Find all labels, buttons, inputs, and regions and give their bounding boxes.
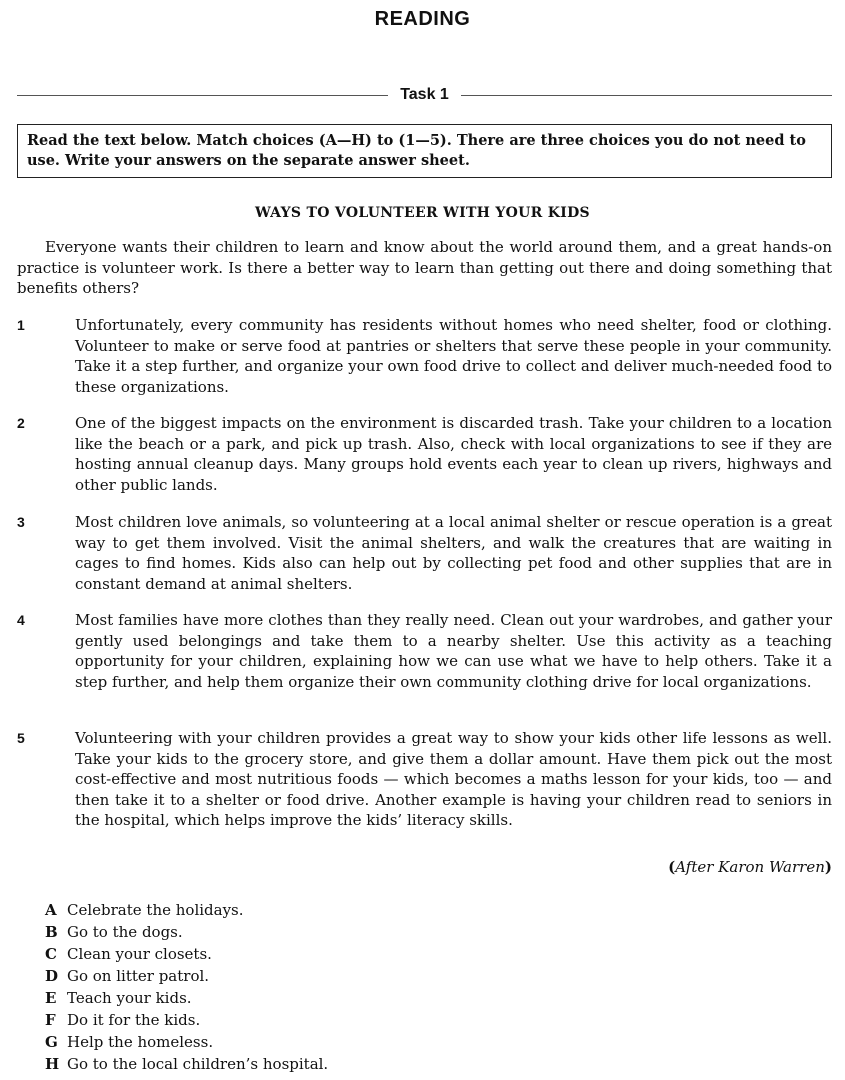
section-heading: READING [374, 8, 471, 30]
task-header [17, 85, 832, 105]
paragraph-number: 1 [17, 317, 25, 333]
source-open-paren: ( [668, 858, 676, 876]
choice-text: Go to the dogs. [67, 923, 183, 941]
choice-letter: F [45, 1011, 56, 1029]
choice-text: Celebrate the holidays. [67, 901, 244, 919]
choice-e [45, 987, 328, 1009]
paragraph-4 [17, 610, 832, 692]
paragraph-text: One of the biggest impacts on the environment is discarded trash. Take your children to a location like the beach or a park, and pick up trash. Also, check with local organizations to see if they are hosting annual cleanup days. Many groups hold events each year to clean up rivers, highways and other public lands. [75, 414, 832, 494]
paragraph-text: Volunteering with your children provides a great way to show your kids other life lessons as well. Take your kids to the grocery store, and give them a dollar amount. Have them pick out the most cost-effective and most nutritious foods — which becomes a maths lesson for your kids, too — and then take it to a shelter or food drive. Another example is having your children read to seniors in the hospital, which helps improve the kids’ literacy skills. [75, 729, 832, 829]
choice-b [45, 921, 328, 943]
paragraph-3 [17, 512, 832, 594]
choice-text: Do it for the kids. [67, 1011, 201, 1029]
paragraph-number: 5 [17, 730, 25, 746]
choice-letter: D [45, 967, 59, 985]
choice-f [45, 1009, 328, 1031]
choice-letter: H [45, 1055, 60, 1073]
left-divider [17, 95, 388, 96]
paragraph-5 [17, 728, 832, 831]
choice-h [45, 1053, 328, 1075]
choice-text: Go on litter patrol. [67, 967, 210, 985]
choice-letter: E [45, 989, 57, 1007]
choice-d [45, 965, 328, 987]
source-author: After Karon Warren [675, 858, 825, 876]
paragraph-1 [17, 315, 832, 397]
choice-letter: C [45, 945, 57, 963]
choice-text: Clean your closets. [67, 945, 212, 963]
text-title: WAYS TO VOLUNTEER WITH YOUR KIDS [255, 205, 590, 221]
choice-letter: G [45, 1033, 58, 1051]
choice-g [45, 1031, 328, 1053]
choice-letter: B [45, 923, 58, 941]
paragraph-text: Unfortunately, every community has residents without homes who need shelter, food or clothing. Volunteer to make or serve food at pantries or shelters that serve these people in your community. Take it a step further, and organize your own food drive to collect and deliver much-needed food to these organizations. [75, 316, 832, 396]
choice-text: Go to the local children’s hospital. [67, 1055, 329, 1073]
paragraph-number: 4 [17, 612, 25, 628]
instructions-box: Read the text below. Match choices (A—H) to (1—5). There are three choices you do not need to use. Write your answers on the separate answer sheet. [17, 124, 832, 178]
choice-a [45, 899, 328, 921]
choices-list [45, 899, 328, 1075]
right-divider [461, 95, 832, 96]
paragraph-text: Most children love animals, so volunteering at a local animal shelter or rescue operation is a great way to get them involved. Visit the animal shelters, and walk the creatures that are waiting in cages to find homes. Kids also can help out by collecting pet food and other supplies that are in constant demand at animal shelters. [75, 513, 832, 593]
paragraph-number: 2 [17, 415, 25, 431]
choice-c [45, 943, 328, 965]
paragraph-text: Most families have more clothes than they really need. Clean out your wardrobes, and gather your gently used belongings and take them to a nearby shelter. Use this activity as a teaching opportunity for your children, explaining how we can use what we have to help others. Take it a step further, and help them organize their own community clothing drive for local organizations. [75, 611, 832, 691]
choice-text: Help the homeless. [67, 1033, 214, 1051]
intro-paragraph: Everyone wants their children to learn and know about the world around them, and a great hands-on practice is volunteer work. Is there a better way to learn than getting out there and doing something that benefits others? [17, 238, 832, 297]
choice-text: Teach your kids. [67, 989, 192, 1007]
source-close-paren: ) [824, 858, 832, 876]
choice-letter: A [45, 901, 57, 919]
source-attribution [668, 858, 832, 876]
task-label: Task 1 [400, 86, 449, 103]
paragraph-2 [17, 413, 832, 495]
paragraph-number: 3 [17, 514, 25, 530]
